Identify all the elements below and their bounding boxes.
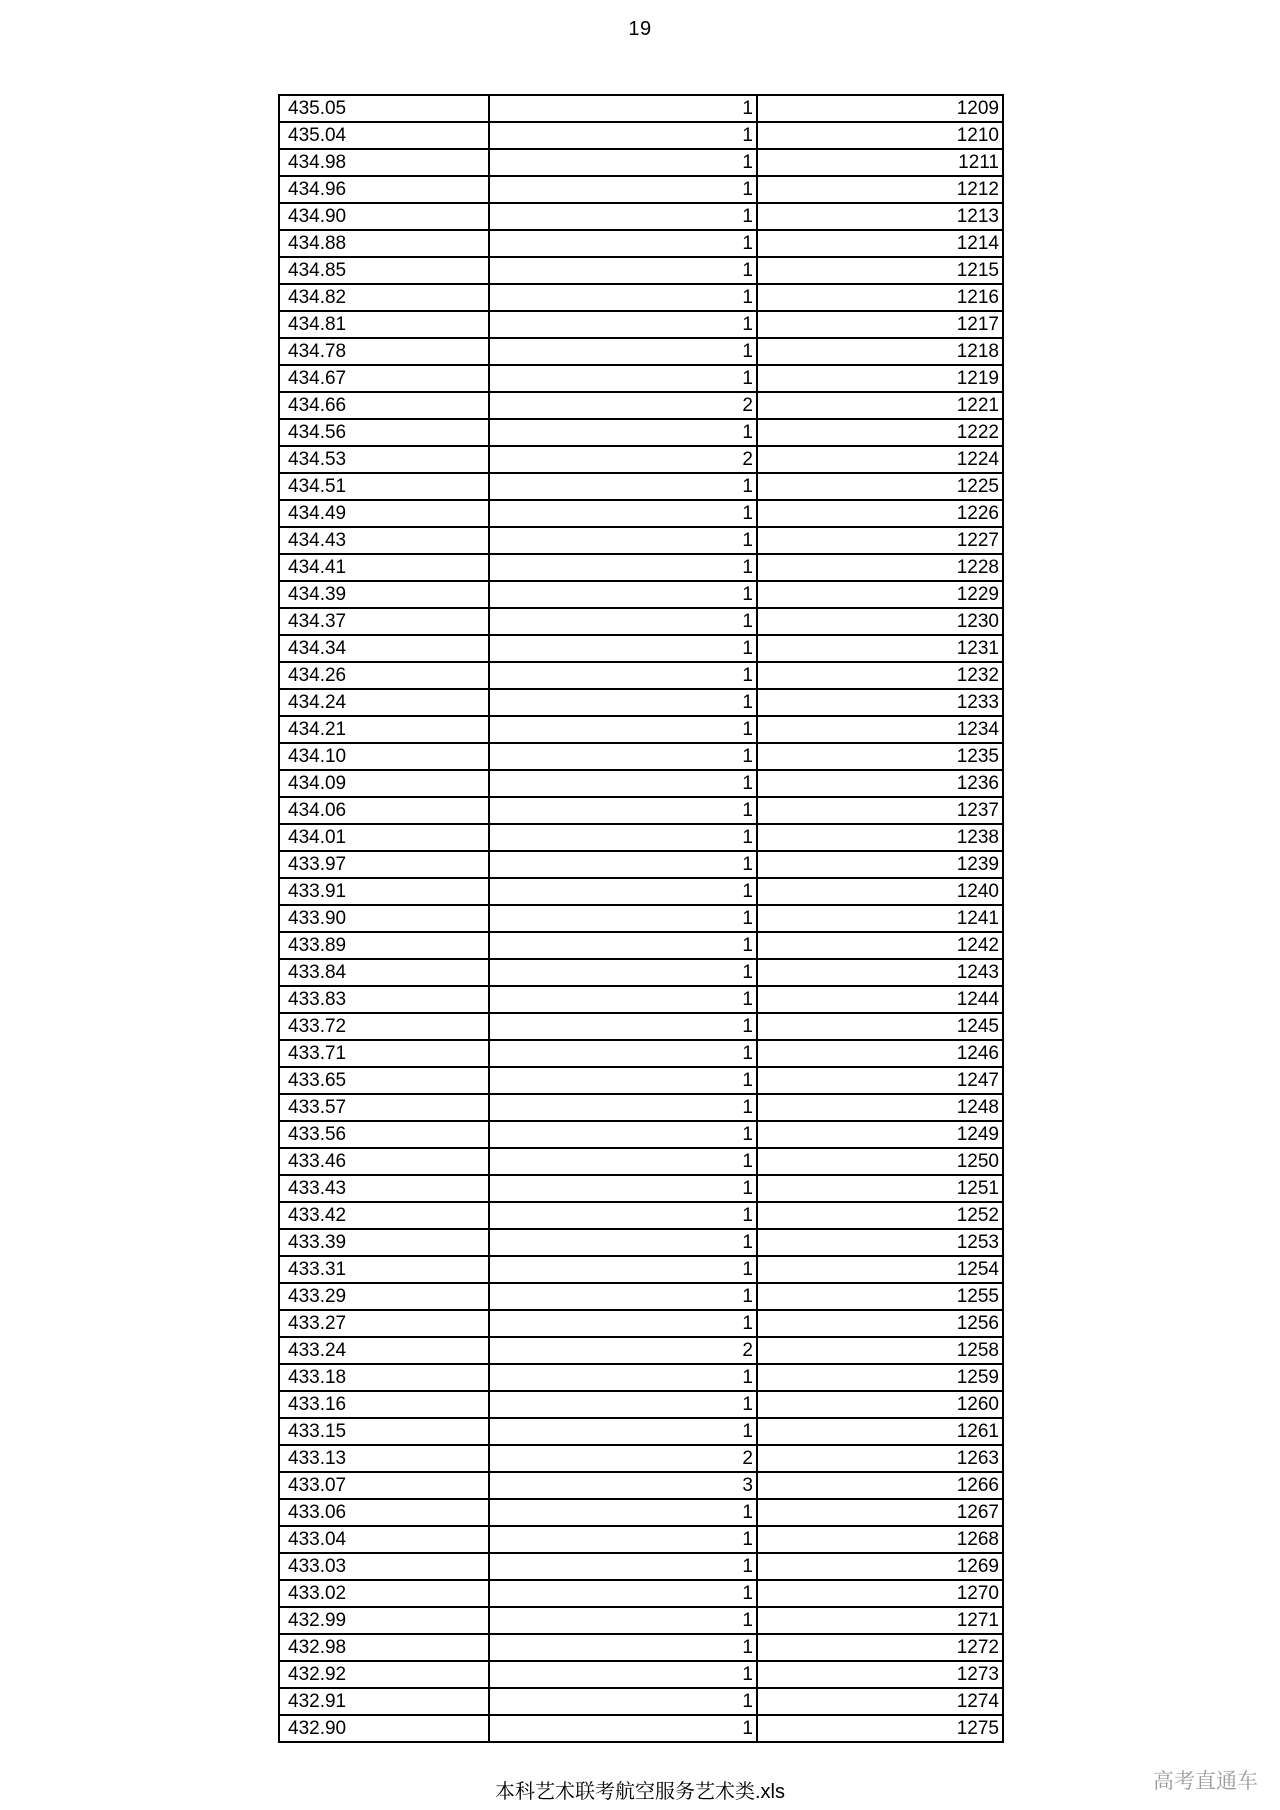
score-table <box>278 94 1004 1743</box>
score-cell: 435.04 <box>279 122 489 149</box>
score-cell: 433.72 <box>279 1013 489 1040</box>
count-cell: 1 <box>489 311 757 338</box>
table-row <box>279 1607 1003 1634</box>
rank-cell: 1251 <box>757 1175 1003 1202</box>
count-cell: 1 <box>489 1715 757 1742</box>
table-row <box>279 365 1003 392</box>
rank-cell: 1226 <box>757 500 1003 527</box>
count-cell: 1 <box>489 824 757 851</box>
rank-cell: 1236 <box>757 770 1003 797</box>
count-cell: 1 <box>489 1688 757 1715</box>
table-row <box>279 1256 1003 1283</box>
table-row <box>279 1202 1003 1229</box>
count-cell: 1 <box>489 176 757 203</box>
count-cell: 1 <box>489 797 757 824</box>
score-cell: 433.89 <box>279 932 489 959</box>
count-cell: 2 <box>489 1337 757 1364</box>
count-cell: 1 <box>489 527 757 554</box>
count-cell: 1 <box>489 1418 757 1445</box>
table-row <box>279 1148 1003 1175</box>
table-row <box>279 122 1003 149</box>
rank-cell: 1270 <box>757 1580 1003 1607</box>
score-cell: 434.06 <box>279 797 489 824</box>
score-cell: 434.43 <box>279 527 489 554</box>
score-cell: 434.10 <box>279 743 489 770</box>
rank-cell: 1219 <box>757 365 1003 392</box>
score-cell: 433.84 <box>279 959 489 986</box>
count-cell: 1 <box>489 851 757 878</box>
table-row <box>279 662 1003 689</box>
count-cell: 1 <box>489 257 757 284</box>
score-cell: 433.57 <box>279 1094 489 1121</box>
count-cell: 2 <box>489 392 757 419</box>
count-cell: 1 <box>489 149 757 176</box>
count-cell: 1 <box>489 1094 757 1121</box>
score-cell: 434.67 <box>279 365 489 392</box>
table-row <box>279 500 1003 527</box>
score-cell: 433.42 <box>279 1202 489 1229</box>
score-cell: 434.37 <box>279 608 489 635</box>
rank-cell: 1272 <box>757 1634 1003 1661</box>
count-cell: 1 <box>489 1148 757 1175</box>
table-row <box>279 338 1003 365</box>
score-cell: 434.56 <box>279 419 489 446</box>
score-cell: 434.98 <box>279 149 489 176</box>
table-row <box>279 1067 1003 1094</box>
score-cell: 433.90 <box>279 905 489 932</box>
count-cell: 1 <box>489 1013 757 1040</box>
rank-cell: 1273 <box>757 1661 1003 1688</box>
count-cell: 1 <box>489 230 757 257</box>
rank-cell: 1210 <box>757 122 1003 149</box>
score-cell: 433.39 <box>279 1229 489 1256</box>
rank-cell: 1253 <box>757 1229 1003 1256</box>
rank-cell: 1209 <box>757 95 1003 122</box>
rank-cell: 1252 <box>757 1202 1003 1229</box>
count-cell: 1 <box>489 554 757 581</box>
rank-cell: 1238 <box>757 824 1003 851</box>
score-cell: 433.02 <box>279 1580 489 1607</box>
table-row <box>279 1418 1003 1445</box>
rank-cell: 1274 <box>757 1688 1003 1715</box>
count-cell: 1 <box>489 1364 757 1391</box>
rank-cell: 1233 <box>757 689 1003 716</box>
count-cell: 1 <box>489 689 757 716</box>
count-cell: 1 <box>489 1121 757 1148</box>
score-cell: 433.29 <box>279 1283 489 1310</box>
count-cell: 1 <box>489 1499 757 1526</box>
count-cell: 1 <box>489 635 757 662</box>
score-cell: 434.88 <box>279 230 489 257</box>
score-cell: 433.24 <box>279 1337 489 1364</box>
count-cell: 1 <box>489 932 757 959</box>
count-cell: 1 <box>489 500 757 527</box>
count-cell: 1 <box>489 878 757 905</box>
score-cell: 433.46 <box>279 1148 489 1175</box>
count-cell: 1 <box>489 1229 757 1256</box>
table-row <box>279 1553 1003 1580</box>
table-row <box>279 446 1003 473</box>
rank-cell: 1259 <box>757 1364 1003 1391</box>
score-cell: 432.90 <box>279 1715 489 1742</box>
table-row <box>279 905 1003 932</box>
score-cell: 434.85 <box>279 257 489 284</box>
table-row <box>279 1283 1003 1310</box>
table-row <box>279 932 1003 959</box>
rank-cell: 1212 <box>757 176 1003 203</box>
score-cell: 434.01 <box>279 824 489 851</box>
rank-cell: 1232 <box>757 662 1003 689</box>
table-row <box>279 1337 1003 1364</box>
count-cell: 2 <box>489 1445 757 1472</box>
count-cell: 1 <box>489 284 757 311</box>
count-cell: 1 <box>489 1607 757 1634</box>
score-cell: 433.18 <box>279 1364 489 1391</box>
table-row <box>279 878 1003 905</box>
count-cell: 1 <box>489 959 757 986</box>
count-cell: 2 <box>489 446 757 473</box>
score-cell: 434.26 <box>279 662 489 689</box>
count-cell: 1 <box>489 608 757 635</box>
rank-cell: 1248 <box>757 1094 1003 1121</box>
rank-cell: 1267 <box>757 1499 1003 1526</box>
rank-cell: 1275 <box>757 1715 1003 1742</box>
score-cell: 434.39 <box>279 581 489 608</box>
table-row <box>279 419 1003 446</box>
rank-cell: 1245 <box>757 1013 1003 1040</box>
table-row <box>279 770 1003 797</box>
table-row <box>279 1688 1003 1715</box>
rank-cell: 1263 <box>757 1445 1003 1472</box>
score-cell: 432.98 <box>279 1634 489 1661</box>
rank-cell: 1258 <box>757 1337 1003 1364</box>
table-row <box>279 608 1003 635</box>
score-cell: 434.96 <box>279 176 489 203</box>
score-cell: 434.09 <box>279 770 489 797</box>
table-row <box>279 1580 1003 1607</box>
rank-cell: 1235 <box>757 743 1003 770</box>
table-row <box>279 527 1003 554</box>
rank-cell: 1218 <box>757 338 1003 365</box>
count-cell: 1 <box>489 1553 757 1580</box>
table-row <box>279 986 1003 1013</box>
score-cell: 433.83 <box>279 986 489 1013</box>
table-row <box>279 689 1003 716</box>
score-cell: 432.92 <box>279 1661 489 1688</box>
score-cell: 434.21 <box>279 716 489 743</box>
score-cell: 434.34 <box>279 635 489 662</box>
rank-cell: 1216 <box>757 284 1003 311</box>
rank-cell: 1255 <box>757 1283 1003 1310</box>
rank-cell: 1249 <box>757 1121 1003 1148</box>
score-cell: 433.07 <box>279 1472 489 1499</box>
count-cell: 1 <box>489 203 757 230</box>
score-cell: 434.53 <box>279 446 489 473</box>
score-cell: 433.04 <box>279 1526 489 1553</box>
table-row <box>279 851 1003 878</box>
score-cell: 434.66 <box>279 392 489 419</box>
footer-file-name: 本科艺术联考航空服务艺术类.xls <box>495 1781 785 1803</box>
table-row <box>279 1121 1003 1148</box>
table-row <box>279 1715 1003 1742</box>
count-cell: 1 <box>489 1202 757 1229</box>
table-row <box>279 1526 1003 1553</box>
table-row <box>279 1229 1003 1256</box>
rank-cell: 1222 <box>757 419 1003 446</box>
rank-cell: 1254 <box>757 1256 1003 1283</box>
count-cell: 1 <box>489 365 757 392</box>
rank-cell: 1271 <box>757 1607 1003 1634</box>
count-cell: 1 <box>489 662 757 689</box>
score-cell: 433.56 <box>279 1121 489 1148</box>
rank-cell: 1247 <box>757 1067 1003 1094</box>
count-cell: 1 <box>489 1526 757 1553</box>
table-row <box>279 635 1003 662</box>
page-number: 19 <box>628 18 652 40</box>
score-cell: 433.91 <box>279 878 489 905</box>
count-cell: 1 <box>489 1661 757 1688</box>
score-cell: 433.31 <box>279 1256 489 1283</box>
score-table-body <box>279 95 1003 1742</box>
score-cell: 433.27 <box>279 1310 489 1337</box>
rank-cell: 1239 <box>757 851 1003 878</box>
count-cell: 1 <box>489 1391 757 1418</box>
count-cell: 1 <box>489 419 757 446</box>
rank-cell: 1250 <box>757 1148 1003 1175</box>
score-cell: 433.03 <box>279 1553 489 1580</box>
count-cell: 1 <box>489 986 757 1013</box>
table-row <box>279 203 1003 230</box>
rank-cell: 1269 <box>757 1553 1003 1580</box>
rank-cell: 1242 <box>757 932 1003 959</box>
rank-cell: 1225 <box>757 473 1003 500</box>
count-cell: 1 <box>489 1310 757 1337</box>
table-row <box>279 257 1003 284</box>
table-row <box>279 149 1003 176</box>
rank-cell: 1246 <box>757 1040 1003 1067</box>
score-cell: 433.13 <box>279 1445 489 1472</box>
count-cell: 1 <box>489 95 757 122</box>
score-cell: 433.15 <box>279 1418 489 1445</box>
rank-cell: 1230 <box>757 608 1003 635</box>
table-row <box>279 284 1003 311</box>
count-cell: 1 <box>489 1256 757 1283</box>
score-cell: 434.90 <box>279 203 489 230</box>
count-cell: 3 <box>489 1472 757 1499</box>
rank-cell: 1237 <box>757 797 1003 824</box>
table-row <box>279 1391 1003 1418</box>
table-row <box>279 1445 1003 1472</box>
count-cell: 1 <box>489 1175 757 1202</box>
rank-cell: 1227 <box>757 527 1003 554</box>
rank-cell: 1224 <box>757 446 1003 473</box>
rank-cell: 1231 <box>757 635 1003 662</box>
score-cell: 433.97 <box>279 851 489 878</box>
score-cell: 433.43 <box>279 1175 489 1202</box>
table-row <box>279 581 1003 608</box>
score-cell: 434.82 <box>279 284 489 311</box>
score-cell: 435.05 <box>279 95 489 122</box>
count-cell: 1 <box>489 581 757 608</box>
table-row <box>279 824 1003 851</box>
table-row <box>279 554 1003 581</box>
table-row <box>279 1175 1003 1202</box>
count-cell: 1 <box>489 1067 757 1094</box>
score-cell: 434.51 <box>279 473 489 500</box>
rank-cell: 1221 <box>757 392 1003 419</box>
score-cell: 432.91 <box>279 1688 489 1715</box>
rank-cell: 1261 <box>757 1418 1003 1445</box>
table-row <box>279 1094 1003 1121</box>
watermark-text: 高考直通车 <box>1153 1770 1258 1793</box>
score-cell: 432.99 <box>279 1607 489 1634</box>
score-cell: 434.24 <box>279 689 489 716</box>
rank-cell: 1241 <box>757 905 1003 932</box>
count-cell: 1 <box>489 905 757 932</box>
rank-cell: 1256 <box>757 1310 1003 1337</box>
table-row <box>279 392 1003 419</box>
table-row <box>279 230 1003 257</box>
table-row <box>279 311 1003 338</box>
score-cell: 433.06 <box>279 1499 489 1526</box>
rank-cell: 1211 <box>757 149 1003 176</box>
count-cell: 1 <box>489 338 757 365</box>
table-row <box>279 176 1003 203</box>
rank-cell: 1229 <box>757 581 1003 608</box>
rank-cell: 1240 <box>757 878 1003 905</box>
rank-cell: 1244 <box>757 986 1003 1013</box>
score-cell: 434.41 <box>279 554 489 581</box>
count-cell: 1 <box>489 743 757 770</box>
score-cell: 434.81 <box>279 311 489 338</box>
count-cell: 1 <box>489 1580 757 1607</box>
table-row <box>279 797 1003 824</box>
rank-cell: 1243 <box>757 959 1003 986</box>
rank-cell: 1228 <box>757 554 1003 581</box>
rank-cell: 1217 <box>757 311 1003 338</box>
score-cell: 434.49 <box>279 500 489 527</box>
table-row <box>279 1472 1003 1499</box>
table-row <box>279 1310 1003 1337</box>
count-cell: 1 <box>489 716 757 743</box>
rank-cell: 1260 <box>757 1391 1003 1418</box>
rank-cell: 1234 <box>757 716 1003 743</box>
rank-cell: 1215 <box>757 257 1003 284</box>
table-row <box>279 1013 1003 1040</box>
score-cell: 433.71 <box>279 1040 489 1067</box>
count-cell: 1 <box>489 1634 757 1661</box>
table-row <box>279 959 1003 986</box>
rank-cell: 1213 <box>757 203 1003 230</box>
table-row <box>279 1364 1003 1391</box>
score-cell: 433.65 <box>279 1067 489 1094</box>
count-cell: 1 <box>489 1283 757 1310</box>
table-row <box>279 1040 1003 1067</box>
table-row <box>279 95 1003 122</box>
table-row <box>279 1499 1003 1526</box>
count-cell: 1 <box>489 770 757 797</box>
score-cell: 434.78 <box>279 338 489 365</box>
rank-cell: 1266 <box>757 1472 1003 1499</box>
table-row <box>279 1661 1003 1688</box>
count-cell: 1 <box>489 1040 757 1067</box>
count-cell: 1 <box>489 122 757 149</box>
rank-cell: 1268 <box>757 1526 1003 1553</box>
score-cell: 433.16 <box>279 1391 489 1418</box>
table-row <box>279 1634 1003 1661</box>
rank-cell: 1214 <box>757 230 1003 257</box>
table-row <box>279 473 1003 500</box>
table-row <box>279 743 1003 770</box>
table-row <box>279 716 1003 743</box>
count-cell: 1 <box>489 473 757 500</box>
